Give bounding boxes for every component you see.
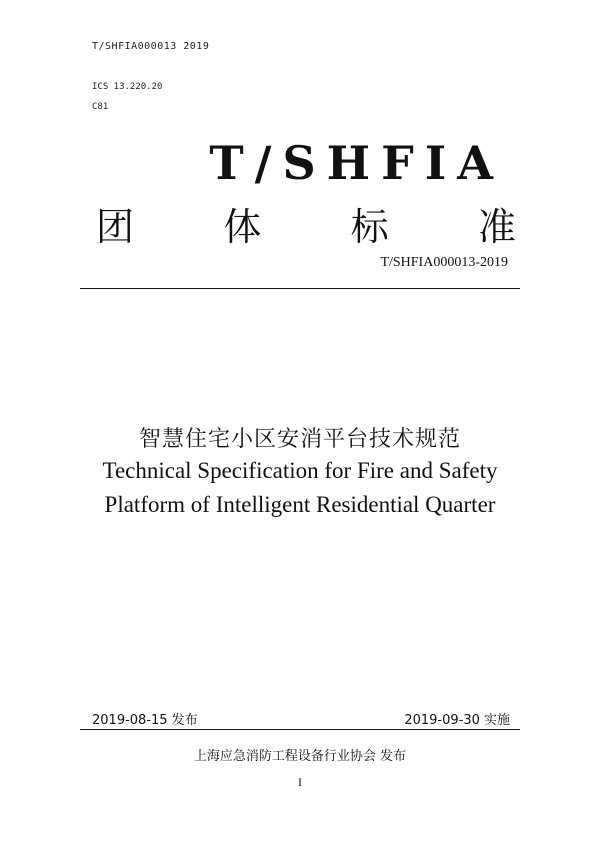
page-number: I (298, 775, 302, 789)
title-english-line2: Platform of Intelligent Residential Quarter (104, 492, 496, 517)
standard-number: T/SHFIA000013-2019 (380, 255, 508, 270)
issue-date: 2019-08-15 发布 (92, 713, 198, 728)
standard-kind-char: 体 (223, 205, 262, 249)
bottom-divider (80, 729, 520, 730)
implementation-date: 2019-09-30 实施 (404, 713, 510, 728)
top-divider (80, 288, 520, 289)
header-doc-code: T/SHFIA000013 2019 (92, 41, 210, 52)
ics-code: ICS 13.220.20 (92, 82, 163, 92)
publisher: 上海应急消防工程设备行业协会 发布 (193, 749, 407, 764)
title-chinese: 智慧住宅小区安消平台技术规范 (138, 427, 461, 452)
standard-kind-char: 团 (96, 205, 135, 249)
standard-kind-char: 标 (350, 205, 389, 249)
ccs-code: C81 (92, 102, 109, 112)
org-code-title: T/SHFIA (209, 136, 504, 190)
standard-kind-char: 准 (477, 205, 516, 249)
standard-kind (96, 196, 516, 251)
title-english-line1: Technical Specification for Fire and Safety (102, 458, 498, 483)
